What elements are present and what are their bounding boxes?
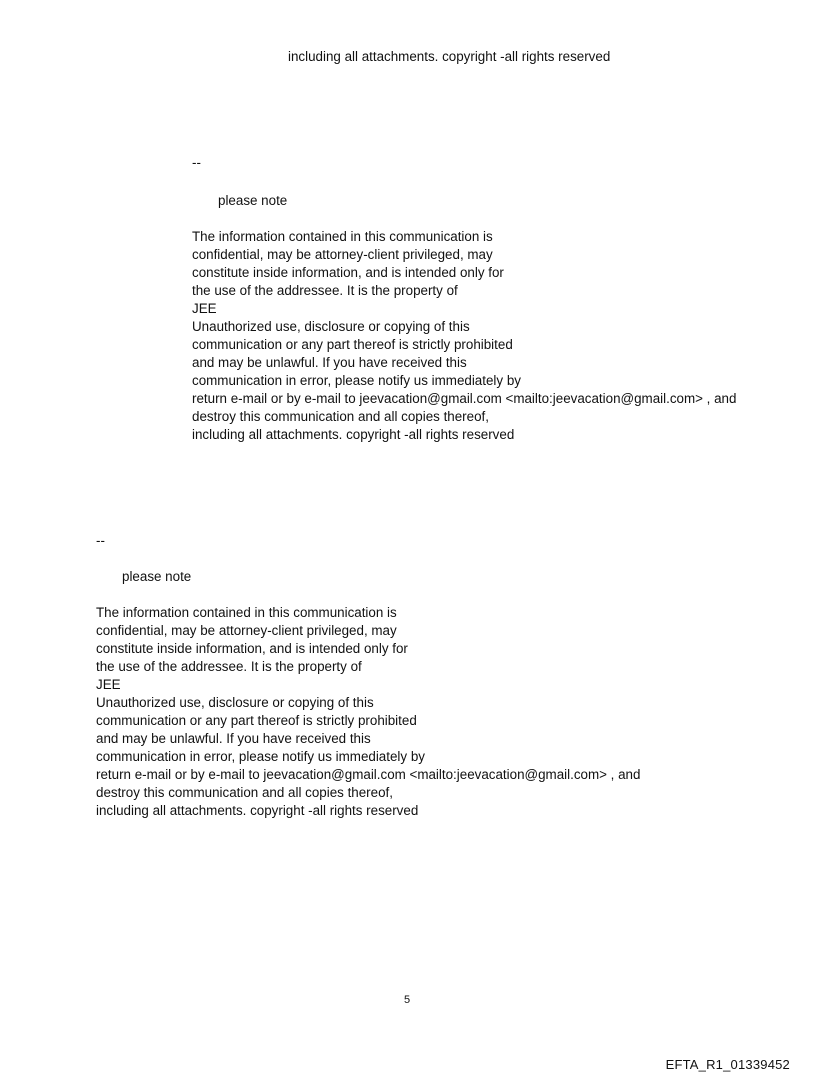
section1-disclaimer bbox=[192, 228, 736, 444]
disclaimer-line: the use of the addressee. It is the property of bbox=[96, 659, 362, 674]
disclaimer-line: communication in error, please notify us immediately by bbox=[96, 749, 425, 764]
section2-heading: please note bbox=[122, 569, 192, 584]
disclaimer-line: including all attachments. copyright -all rights reserved bbox=[192, 427, 515, 442]
disclaimer-line: Unauthorized use, disclosure or copying of this bbox=[96, 695, 374, 710]
section2-disclaimer bbox=[96, 604, 640, 820]
disclaimer-line: communication in error, please notify us immediately by bbox=[192, 373, 521, 388]
bates-number: EFTA_R1_01339452 bbox=[665, 1057, 790, 1072]
disclaimer-line: constitute inside information, and is intended only for bbox=[192, 265, 504, 280]
section2-separator: -- bbox=[96, 533, 105, 548]
page-number: 5 bbox=[404, 994, 411, 1006]
disclaimer-line: communication or any part thereof is strictly prohibited bbox=[192, 337, 513, 352]
disclaimer-line-email: return e-mail or by e-mail to jeevacation@gmail.com <mailto:jeevacation@gmail.com> , and bbox=[96, 767, 641, 782]
section1-separator: -- bbox=[192, 155, 201, 170]
disclaimer-line: constitute inside information, and is intended only for bbox=[96, 641, 408, 656]
disclaimer-line: communication or any part thereof is strictly prohibited bbox=[96, 713, 417, 728]
disclaimer-line: JEE bbox=[192, 301, 217, 316]
disclaimer-line: destroy this communication and all copies thereof, bbox=[96, 785, 393, 800]
disclaimer-line: confidential, may be attorney-client privileged, may bbox=[192, 247, 493, 262]
disclaimer-line: destroy this communication and all copies thereof, bbox=[192, 409, 489, 424]
disclaimer-line-email: return e-mail or by e-mail to jeevacation@gmail.com <mailto:jeevacation@gmail.com> , and bbox=[192, 391, 737, 406]
disclaimer-line: and may be unlawful. If you have received this bbox=[192, 355, 467, 370]
disclaimer-line: and may be unlawful. If you have received this bbox=[96, 731, 371, 746]
disclaimer-line: JEE bbox=[96, 677, 121, 692]
disclaimer-line: confidential, may be attorney-client privileged, may bbox=[96, 623, 397, 638]
top-continuation-line: including all attachments. copyright -all rights reserved bbox=[288, 49, 611, 64]
disclaimer-line: including all attachments. copyright -all rights reserved bbox=[96, 803, 419, 818]
disclaimer-line: The information contained in this communication is bbox=[192, 229, 493, 244]
disclaimer-line: Unauthorized use, disclosure or copying of this bbox=[192, 319, 470, 334]
disclaimer-line: The information contained in this communication is bbox=[96, 605, 397, 620]
disclaimer-line: the use of the addressee. It is the property of bbox=[192, 283, 458, 298]
section1-heading: please note bbox=[218, 193, 288, 208]
